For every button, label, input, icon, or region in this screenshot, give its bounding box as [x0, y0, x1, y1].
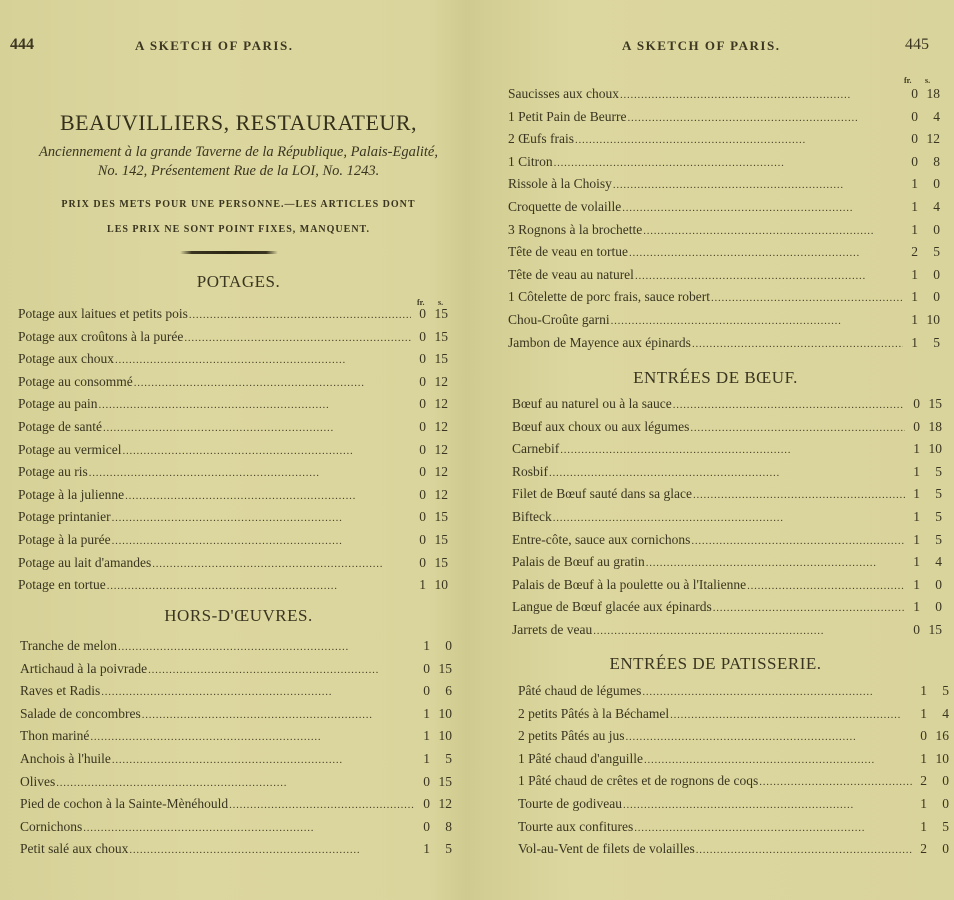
dish-name: Potage en tortue [18, 577, 106, 593]
price-notice [0, 192, 477, 242]
dot-leader [152, 558, 411, 570]
menu-item [508, 289, 940, 312]
menu-item [512, 577, 942, 600]
dot-leader [115, 354, 411, 366]
dot-leader [142, 709, 415, 721]
dot-leader [118, 641, 415, 653]
price-sous: 5 [933, 334, 940, 350]
price-francs: 0 [423, 773, 430, 789]
dot-leader [635, 270, 903, 282]
menu-item [518, 841, 949, 864]
dot-leader [90, 731, 415, 743]
menu-item [18, 442, 448, 465]
menu-item [518, 773, 949, 796]
running-head: A SKETCH OF PARIS. [622, 38, 781, 53]
dish-name: Palais de Bœuf à la poulette ou à l'Italienne [512, 576, 747, 592]
dot-leader [107, 580, 411, 592]
dish-name: Croquette de volaille [508, 198, 622, 214]
menu-item [20, 683, 452, 706]
restaurant-title: BEAUVILLIERS, RESTAURATEUR, [59, 110, 417, 135]
dot-leader [691, 535, 905, 547]
menu-item [508, 86, 940, 109]
dish-name: Vol-au-Vent de filets de volailles [518, 841, 695, 857]
dish-name: Potage au ris [18, 464, 88, 480]
dot-leader [129, 844, 415, 856]
price-sous: 12 [434, 396, 448, 412]
dish-name: 1 Pâté chaud d'anguille [518, 750, 644, 766]
dish-name: Tourte aux confitures [518, 818, 634, 834]
menu-item [20, 751, 452, 774]
price-francs: 1 [920, 818, 927, 834]
dot-leader [189, 309, 411, 321]
dish-name: 1 Petit Pain de Beurre [508, 108, 627, 124]
price-francs: 1 [423, 841, 430, 857]
dish-name: Potage aux croûtons à la purée [18, 328, 184, 344]
price-francs: 1 [911, 176, 918, 192]
dot-leader [89, 467, 411, 479]
price-francs: 0 [419, 464, 426, 480]
price-sous: 0 [942, 795, 949, 811]
price-sous: 12 [926, 131, 940, 147]
right-page [477, 0, 954, 900]
menu-item [20, 661, 452, 684]
price-francs: 0 [419, 554, 426, 570]
dot-leader [575, 134, 903, 146]
dish-name: Bœuf au naturel ou à la sauce [512, 396, 672, 411]
price-francs: 1 [423, 750, 430, 766]
dish-name: 2 petits Pâtés au jus [518, 728, 625, 744]
dot-leader [711, 292, 903, 304]
price-sous: 5 [933, 244, 940, 260]
menu-item [508, 244, 940, 267]
price-sous: 5 [445, 841, 452, 857]
dish-name: 3 Rognons à la brochette [508, 221, 643, 237]
menu-list-entrees-de-boeuf [512, 396, 942, 645]
price-francs: 1 [911, 198, 918, 214]
menu-item [20, 638, 452, 661]
menu-item [18, 577, 448, 600]
price-sous: 12 [434, 464, 448, 480]
dish-name: Pied de cochon à la Sainte-Mènéhould [20, 796, 229, 812]
price-francs: 1 [913, 599, 920, 615]
dot-leader [125, 490, 411, 502]
dot-leader [134, 377, 411, 389]
price-sous: 15 [434, 531, 448, 547]
dot-leader [623, 799, 912, 811]
menu-item [508, 222, 940, 245]
section-heading-entrees-de-patisserie: ENTRÉES DE PATISSERIE. [609, 654, 822, 673]
price-sous: 12 [434, 373, 448, 389]
dot-leader [759, 776, 912, 788]
dish-name: Tête de veau en tortue [508, 244, 628, 260]
dish-name: Filet de Bœuf sauté dans sa glace [512, 486, 692, 502]
menu-item [512, 486, 942, 509]
price-francs: 1 [911, 289, 918, 305]
dot-leader [148, 664, 415, 676]
section-heading-potages: POTAGES. [196, 272, 281, 291]
dot-leader [112, 754, 415, 766]
menu-item [18, 419, 448, 442]
price-sous: 16 [935, 728, 949, 744]
dot-leader [56, 777, 415, 789]
dot-leader [673, 399, 905, 411]
menu-item [508, 335, 940, 358]
dish-name: Potage à la purée [18, 531, 111, 547]
dish-name: 2 Œufs frais [508, 131, 574, 147]
dish-name: Potage au lait d'amandes [18, 554, 152, 570]
price-sous: 12 [434, 441, 448, 457]
menu-item [508, 176, 940, 199]
restaurant-subtitle [0, 143, 477, 181]
price-sous: 0 [933, 266, 940, 282]
menu-item [18, 555, 448, 578]
dish-name: 1 Côtelette de porc frais, sauce robert [508, 289, 711, 305]
dish-name: Pâté chaud de légumes [518, 683, 642, 698]
dish-name: Potage au vermicel [18, 441, 122, 457]
price-sous: 15 [434, 306, 448, 321]
price-sous: 5 [942, 683, 949, 698]
dot-leader [613, 179, 903, 191]
dish-name: Potage au consommé [18, 373, 133, 389]
dish-name: Chou-Croûte garni [508, 311, 610, 327]
dish-name: Tête de veau au naturel [508, 266, 634, 282]
menu-list-continued [508, 86, 940, 357]
price-francs: 0 [419, 328, 426, 344]
dish-name: Thon mariné [20, 728, 90, 744]
menu-item [20, 706, 452, 729]
price-francs: 2 [911, 244, 918, 260]
price-sous: 5 [935, 486, 942, 502]
price-francs: 0 [423, 683, 430, 699]
dish-name: Entre-côte, sauce aux cornichons [512, 531, 691, 547]
menu-item [512, 554, 942, 577]
dot-leader [622, 202, 903, 214]
price-sous: 0 [942, 841, 949, 857]
dish-name: Tranche de melon [20, 638, 117, 653]
price-sous: 0 [933, 221, 940, 237]
menu-item [18, 532, 448, 555]
dot-leader [101, 686, 415, 698]
menu-item [518, 751, 949, 774]
price-francs: 1 [913, 531, 920, 547]
dot-leader [549, 467, 905, 479]
price-francs: 1 [911, 334, 918, 350]
dot-leader [696, 844, 912, 856]
dish-name: Potage de santé [18, 418, 102, 434]
price-sous: 10 [926, 311, 940, 327]
menu-item [518, 819, 949, 842]
menu-item [518, 683, 949, 706]
dot-leader [629, 247, 903, 259]
price-francs: 2 [920, 773, 927, 789]
menu-item [512, 622, 942, 645]
subtitle-line: Anciennement à la grande Taverne de la République, Palais-Egalité, [39, 144, 438, 160]
menu-item [512, 419, 942, 442]
dish-name: Palais de Bœuf au gratin [512, 554, 645, 570]
menu-list-hors-doeuvres [20, 638, 452, 864]
price-francs: 1 [423, 728, 430, 744]
menu-item [20, 774, 452, 797]
menu-item [512, 464, 942, 487]
dot-leader [646, 557, 905, 569]
dish-name: Langue de Bœuf glacée aux épinards [512, 599, 712, 615]
dish-name: Potage printanier [18, 509, 111, 525]
menu-item [508, 267, 940, 290]
price-francs: 0 [913, 418, 920, 434]
column-header-francs: fr. [904, 76, 912, 85]
menu-item [512, 396, 942, 419]
dish-name: Potage au pain [18, 396, 98, 412]
dish-name: Anchois à l'huile [20, 750, 111, 766]
price-sous: 5 [935, 508, 942, 524]
dish-name: Carnebif [512, 441, 560, 457]
notice-line: PRIX DES METS POUR UNE PERSONNE.—LES ARTICLES DONT [61, 199, 416, 210]
dish-name: Olives [20, 773, 56, 789]
price-sous: 18 [928, 418, 942, 434]
price-francs: 1 [920, 705, 927, 721]
dot-leader [626, 731, 913, 743]
price-sous: 10 [935, 750, 949, 766]
section-heading-entrees-de-boeuf: ENTRÉES DE BŒUF. [633, 368, 798, 387]
price-francs: 1 [920, 683, 927, 698]
dot-leader [693, 489, 905, 501]
dot-leader [643, 225, 903, 237]
price-sous: 15 [438, 773, 452, 789]
price-francs: 0 [419, 509, 426, 525]
dot-leader [112, 535, 411, 547]
price-francs: 1 [913, 441, 920, 457]
dish-name: 2 petits Pâtés à la Béchamel [518, 705, 670, 721]
subtitle-line: No. 142, Présentement Rue de la LOI, No. 1243. [97, 163, 380, 179]
price-sous: 5 [445, 750, 452, 766]
price-sous: 15 [434, 509, 448, 525]
price-francs: 0 [419, 441, 426, 457]
dot-leader [690, 422, 905, 434]
price-francs: 1 [911, 311, 918, 327]
dot-leader [642, 686, 912, 698]
dish-name: Potage aux laitues et petits pois [18, 306, 188, 321]
price-sous: 15 [928, 396, 942, 411]
price-francs: 0 [423, 796, 430, 812]
price-sous: 4 [942, 705, 949, 721]
page-number: 445 [905, 36, 929, 53]
price-sous: 15 [434, 328, 448, 344]
dot-leader [83, 822, 415, 834]
price-sous: 8 [933, 153, 940, 169]
dot-leader [644, 754, 912, 766]
price-sous: 0 [942, 773, 949, 789]
price-francs: 0 [423, 660, 430, 676]
dish-name: 1 Citron [508, 153, 553, 169]
price-sous: 10 [434, 577, 448, 593]
dish-name: Rissole à la Choisy [508, 176, 612, 192]
menu-item [20, 728, 452, 751]
price-sous: 6 [445, 683, 452, 699]
price-francs: 0 [920, 728, 927, 744]
menu-item [518, 796, 949, 819]
price-sous: 15 [928, 621, 942, 637]
dot-leader [593, 625, 905, 637]
column-header-francs: fr. [417, 298, 425, 307]
price-francs: 1 [911, 221, 918, 237]
menu-list-potages [18, 306, 448, 600]
menu-item [18, 509, 448, 532]
dish-name: Potage à la julienne [18, 486, 125, 502]
menu-item [512, 441, 942, 464]
dot-leader [747, 580, 905, 592]
menu-item [512, 509, 942, 532]
price-sous: 10 [438, 705, 452, 721]
price-sous: 4 [935, 554, 942, 570]
menu-item [508, 131, 940, 154]
dot-leader [553, 512, 905, 524]
running-head: A SKETCH OF PARIS. [135, 38, 294, 53]
price-francs: 1 [913, 576, 920, 592]
dish-name: Saucisses aux choux [508, 86, 619, 101]
dish-name: Salade de concombres [20, 705, 141, 721]
menu-item [18, 329, 448, 352]
dot-leader [627, 112, 903, 124]
price-francs: 0 [419, 306, 426, 321]
menu-item [20, 819, 452, 842]
price-sous: 5 [935, 531, 942, 547]
price-sous: 0 [445, 638, 452, 653]
dish-name: Raves et Radis [20, 683, 101, 699]
price-francs: 0 [911, 108, 918, 124]
price-francs: 0 [419, 418, 426, 434]
price-francs: 1 [913, 463, 920, 479]
price-francs: 0 [911, 131, 918, 147]
dish-name: Potage aux choux [18, 351, 114, 367]
column-header-sous: s. [925, 76, 931, 85]
dot-leader [554, 157, 903, 169]
dot-leader [122, 445, 411, 457]
price-francs: 0 [419, 486, 426, 502]
dish-name: 1 Pâté chaud de crêtes et de rognons de coqs [518, 773, 759, 789]
price-francs: 1 [423, 705, 430, 721]
notice-line: LES PRIX NE SONT POINT FIXES, MANQUENT. [107, 224, 370, 235]
dot-leader [103, 422, 411, 434]
price-sous: 15 [438, 660, 452, 676]
price-sous: 5 [935, 463, 942, 479]
section-heading-hors-doeuvres: HORS-D'ŒUVRES. [164, 606, 313, 625]
price-sous: 15 [434, 554, 448, 570]
dot-leader [112, 512, 411, 524]
price-francs: 1 [423, 638, 430, 653]
price-francs: 1 [913, 508, 920, 524]
dish-name: Bifteck [512, 508, 552, 524]
price-francs: 0 [419, 531, 426, 547]
price-sous: 4 [933, 198, 940, 214]
dish-name: Artichaud à la poivrade [20, 660, 148, 676]
menu-item [18, 487, 448, 510]
price-sous: 15 [434, 351, 448, 367]
price-francs: 1 [920, 750, 927, 766]
menu-item [518, 728, 949, 751]
ornamental-rule [180, 251, 278, 254]
dish-name: Tourte de godiveau [518, 795, 623, 811]
dot-leader [560, 444, 905, 456]
menu-list-entrees-de-patisserie [518, 683, 949, 864]
dot-leader [184, 332, 411, 344]
menu-item [20, 796, 452, 819]
price-sous: 12 [438, 796, 452, 812]
price-francs: 0 [419, 373, 426, 389]
menu-item [508, 109, 940, 132]
menu-item [508, 199, 940, 222]
price-sous: 0 [935, 576, 942, 592]
dot-leader [670, 709, 912, 721]
menu-item [18, 351, 448, 374]
dot-leader [98, 399, 411, 411]
dot-leader [229, 799, 415, 811]
price-francs: 0 [913, 621, 920, 637]
menu-item [512, 599, 942, 622]
menu-item [18, 374, 448, 397]
price-francs: 1 [920, 795, 927, 811]
price-sous: 4 [933, 108, 940, 124]
price-sous: 0 [935, 599, 942, 615]
menu-item [508, 154, 940, 177]
dot-leader [713, 602, 905, 614]
price-sous: 5 [942, 818, 949, 834]
price-francs: 2 [920, 841, 927, 857]
dish-name: Jambon de Mayence aux épinards [508, 334, 691, 350]
price-francs: 0 [911, 86, 918, 101]
price-sous: 8 [445, 818, 452, 834]
dish-name: Petit salé aux choux [20, 841, 129, 857]
price-sous: 10 [928, 441, 942, 457]
dish-name: Rosbif [512, 463, 549, 479]
menu-item [512, 532, 942, 555]
dish-name: Bœuf aux choux ou aux légumes [512, 418, 690, 434]
menu-item [508, 312, 940, 335]
menu-item [18, 464, 448, 487]
price-sous: 12 [434, 486, 448, 502]
dish-name: Cornichons [20, 818, 83, 834]
dot-leader [620, 89, 903, 101]
dot-leader [692, 338, 903, 350]
menu-item [518, 706, 949, 729]
dot-leader [611, 315, 903, 327]
price-francs: 0 [419, 351, 426, 367]
price-sous: 0 [933, 289, 940, 305]
dot-leader [634, 822, 912, 834]
price-francs: 0 [419, 396, 426, 412]
page-number: 444 [10, 36, 34, 53]
menu-item [20, 841, 452, 864]
menu-item [18, 306, 448, 329]
price-sous: 18 [926, 86, 940, 101]
price-francs: 0 [423, 818, 430, 834]
price-francs: 1 [911, 266, 918, 282]
column-header-sous: s. [438, 298, 444, 307]
price-francs: 0 [913, 396, 920, 411]
price-sous: 12 [434, 418, 448, 434]
price-francs: 1 [913, 486, 920, 502]
price-francs: 1 [913, 554, 920, 570]
price-francs: 1 [419, 577, 426, 593]
price-sous: 0 [933, 176, 940, 192]
menu-item [18, 396, 448, 419]
price-francs: 0 [911, 153, 918, 169]
price-sous: 10 [438, 728, 452, 744]
dish-name: Jarrets de veau [512, 621, 593, 637]
